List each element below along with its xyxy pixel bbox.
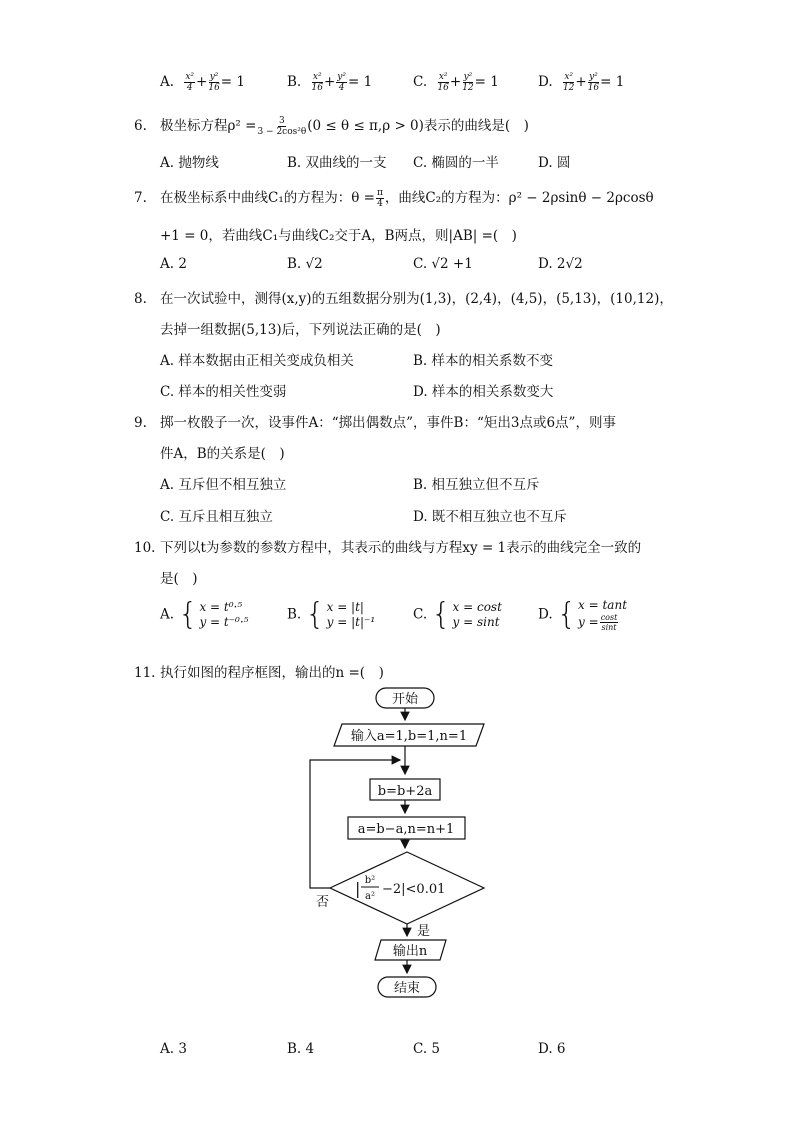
piecewise-brace: { x = |t| y = |t|⁻¹ [305, 597, 376, 632]
eq-row: y = t⁻⁰·⁵ [199, 615, 249, 629]
question-number: 10. [134, 540, 156, 556]
question-text: 执行如图的程序框图，输出的n =( ) [160, 665, 384, 681]
question-11 [134, 661, 384, 681]
option-letter: B. [287, 74, 302, 90]
q8-option-a: A. 样本数据由正相关变成负相关 [160, 353, 354, 369]
question-number: 9. [134, 415, 147, 431]
eq-row: y = sint [452, 615, 500, 629]
frac-den: 12 [562, 83, 575, 93]
frac-num: y² [463, 72, 473, 82]
fraction [336, 72, 347, 93]
frac-den: 16 [587, 83, 600, 93]
fraction [257, 116, 306, 137]
fraction [184, 72, 195, 93]
frac-num: y² [209, 72, 219, 82]
question-9 [134, 411, 616, 431]
q6-option-a: A. 抛物线 [160, 155, 219, 171]
question-number: 11. [134, 665, 156, 681]
q6-option-c: C. 椭圆的一半 [413, 155, 499, 171]
question-10 [134, 536, 641, 556]
fraction [563, 72, 574, 93]
frac-den: sint [601, 623, 617, 632]
q10-option-a [160, 597, 249, 632]
option-letter: C. [413, 74, 428, 90]
option-rest: = 1 [474, 74, 499, 90]
fraction [600, 613, 619, 632]
question-number: 8. [134, 291, 147, 307]
option-rest: = 1 [220, 74, 245, 90]
q8-option-c: C. 样本的相关性变弱 [160, 384, 287, 400]
q10-option-c [413, 597, 502, 632]
option-letter: A. [160, 606, 175, 623]
q9-option-d: D. 既不相互独立也不互斥 [413, 509, 567, 525]
frac-den: 4 [377, 199, 383, 209]
eq-row: x = tant [578, 598, 628, 612]
question-7 [134, 186, 654, 209]
fraction [208, 72, 219, 93]
question-6 [134, 114, 529, 137]
question-number: 7. [134, 190, 147, 206]
q10-option-b [287, 597, 376, 632]
option-letter: C. [413, 606, 428, 623]
eq-row: x = cost [452, 600, 502, 614]
q5-option-b: B. $\frac{\text{x²}}{16}$ + $\frac{\text{y²}}{4}$ = 1 [287, 72, 373, 93]
question-text: 在一次试验中，测得(x,y)的五组数据分别为(1,3)，(2,4)，(4,5)，(5,13)，(10,12)， [160, 291, 673, 307]
q9-option-c: C. 互斥且相互独立 [160, 509, 273, 525]
question-10-line-2: 是( ) [160, 571, 198, 587]
fraction [588, 72, 599, 93]
cond-rest: −2|<0.01 [382, 882, 446, 897]
option-letter: D. [538, 74, 553, 90]
option-letter: D. [538, 606, 553, 623]
q7-option-c: C. √2 +1 [413, 256, 473, 272]
piecewise-brace: { x = t⁰·⁵ y = t⁻⁰·⁵ [178, 597, 249, 632]
option-rest: = 1 [347, 74, 373, 90]
piecewise-brace: { x = cost y = sint [431, 597, 502, 632]
piecewise-brace: { x = tant y = $\frac{\cos t}{\sin t}$ [556, 597, 628, 632]
frac-num: cost [600, 613, 618, 622]
fraction [312, 72, 323, 93]
frac-num: y² [589, 72, 598, 82]
q7-option-d: D. 2√2 [538, 256, 583, 272]
frac-num: x² [564, 72, 573, 82]
frac-num: x² [312, 72, 322, 82]
eq-row [578, 613, 627, 632]
frac-num: π [376, 188, 383, 198]
question-text: 极坐标方程ρ² = [160, 118, 257, 134]
eq-row: x = t⁰·⁵ [199, 600, 243, 614]
end-label: 结束 [393, 981, 421, 996]
frac-den: 16 [208, 83, 220, 93]
output-label: 输出n [392, 944, 428, 959]
fraction [437, 72, 448, 93]
q6-option-b: B. 双曲线的一支 [287, 155, 387, 171]
q5-option-c: C. $\frac{\text{x²}}{16}$ + $\frac{\text{y²}}{12}$ = 1 [413, 72, 499, 93]
frac-den: 4 [186, 83, 193, 93]
question-9-line-2: 件A，B的关系是( ) [160, 446, 285, 462]
cond-den: a² [365, 891, 375, 902]
question-number: 6. [134, 118, 147, 134]
q11-option-a: A. 3 [160, 1041, 187, 1057]
fraction [462, 72, 473, 93]
question-text: ，曲线C₂的方程为：ρ² − 2ρsinθ − 2ρcosθ [384, 190, 654, 206]
flowchart [290, 684, 500, 1002]
question-text: 在极坐标系中曲线C₁的方程为：θ = [160, 190, 375, 206]
step1-label: b=b+2a [377, 784, 433, 799]
frac-num: x² [185, 72, 195, 82]
frac-num: x² [438, 72, 448, 82]
frac-den: 12 [462, 83, 474, 93]
cond-num: b² [364, 875, 376, 886]
q9-option-a: A. 互斥但不相互独立 [160, 477, 287, 493]
option-letter: A. [160, 74, 175, 90]
question-8 [134, 287, 673, 307]
q11-option-d: D. 6 [538, 1041, 566, 1057]
q8-option-d: D. 样本的相关系数变大 [413, 384, 554, 400]
q11-option-b: B. 4 [287, 1041, 315, 1057]
q5-option-d: D. $\frac{\text{x²}}{12}$ + $\frac{\text{y²}}{16}$ = 1 [538, 72, 625, 93]
q7-option-b: B. √2 [287, 256, 323, 272]
question-text: 掷一枚骰子一次，设事件A：“掷出偶数点”，事件B：“矩出3点或6点”，则事 [160, 415, 616, 431]
abs-bar: | [355, 879, 361, 898]
eq-row: x = |t| [326, 600, 364, 614]
fraction [376, 188, 384, 209]
input-label: 输入a=1,b=1,n=1 [350, 729, 468, 744]
no-label: 否 [316, 895, 330, 910]
start-label: 开始 [391, 692, 419, 707]
eq-row: y = |t|⁻¹ [326, 615, 376, 629]
option-rest: = 1 [600, 74, 625, 90]
q5-option-a: A. $\frac{\text{x²}}{4}$ + $\frac{\text{y²}}{16}$ = 1 [160, 72, 245, 93]
q11-option-c: C. 5 [413, 1041, 441, 1057]
option-letter: B. [287, 606, 302, 623]
step2-label: a=b−a,n=n+1 [357, 822, 455, 837]
q10-option-d [538, 598, 627, 632]
question-7-line-2: +1 = 0，若曲线C₁与曲线C₂交于A，B两点，则|AB| =( ) [160, 228, 517, 244]
q9-option-b: B. 相互独立但不互斥 [413, 477, 540, 493]
question-text: 下列以t为参数的参数方程中，其表示的曲线与方程xy = 1表示的曲线完全一致的 [160, 540, 642, 556]
frac-den: 4 [338, 83, 345, 93]
frac-den: 16 [437, 83, 449, 93]
question-text: (0 ≤ θ ≤ π,ρ > 0)表示的曲线是( ) [307, 118, 529, 134]
yes-label: 是 [417, 924, 431, 939]
q6-option-d: D. 圆 [538, 155, 571, 171]
q7-option-a: A. 2 [160, 256, 187, 272]
eq-lhs: y = [578, 615, 599, 629]
frac-num: y² [337, 72, 346, 82]
q8-option-b: B. 样本的相关系数不变 [413, 353, 554, 369]
frac-num: 3 [279, 116, 285, 126]
question-8-line-2: 去掉一组数据(5,13)后，下列说法正确的是( ) [160, 322, 441, 338]
frac-den: 3 − 2cos²θ [257, 127, 307, 137]
frac-den: 16 [311, 83, 323, 93]
